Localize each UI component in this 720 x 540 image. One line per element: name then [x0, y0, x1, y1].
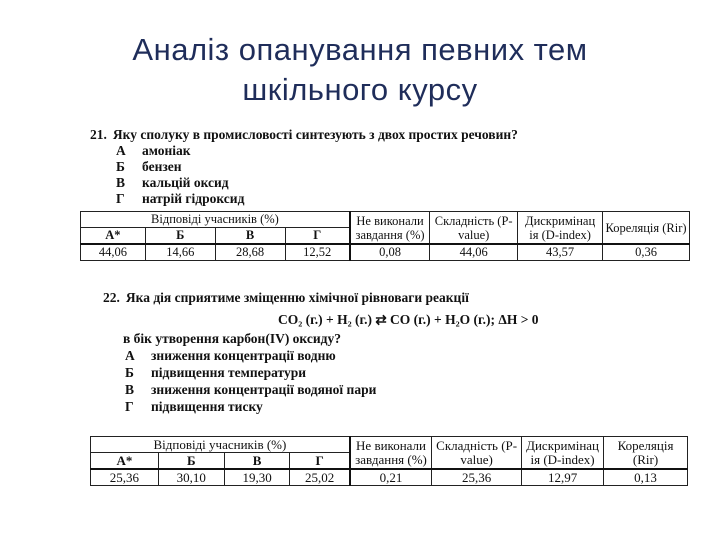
question-21: [90, 127, 518, 207]
slide-title: [0, 30, 720, 110]
option-d: [116, 191, 518, 207]
correlation-value: 0,13: [604, 469, 688, 486]
answer-value-b: 30,10: [158, 469, 224, 486]
option-letter: А: [125, 348, 135, 363]
option-text: зниження концентрації водню: [151, 348, 336, 363]
difficulty-value: 44,06: [430, 244, 518, 261]
question-text-continuation: в бік утворення карбон(IV) оксиду?: [123, 331, 341, 346]
options-list: [103, 347, 539, 415]
answer-value-d: 25,02: [290, 469, 350, 486]
option-text: зниження концентрації водяної пари: [151, 382, 377, 397]
question-21-line: [90, 127, 518, 143]
question-22-line: [103, 289, 539, 306]
answer-value-c: 28,68: [215, 244, 285, 261]
stats-table-22: [90, 436, 688, 486]
option-c: [125, 381, 539, 398]
question-22: [103, 289, 539, 415]
answer-value-c: 19,30: [224, 469, 290, 486]
option-letter: А: [116, 143, 126, 158]
difficulty-header: Складність (P-value): [430, 212, 518, 245]
question-number: 22.: [103, 290, 120, 305]
answer-label-a: А*: [81, 228, 146, 245]
answer-label-c: В: [215, 228, 285, 245]
answer-value-a: 25,36: [91, 469, 159, 486]
difficulty-header: Складність (P-value): [432, 437, 522, 470]
option-c: [116, 175, 518, 191]
option-d: [125, 398, 539, 415]
answer-label-c: В: [224, 453, 290, 470]
slide-title-line-1: Аналіз опанування певних тем: [132, 32, 588, 67]
question-text: Яку сполуку в промисловості синтезують з двох простих речовин?: [112, 127, 518, 142]
answer-label-d: Г: [290, 453, 350, 470]
discrimination-value: 43,57: [518, 244, 603, 261]
not-completed-value: 0,08: [350, 244, 430, 261]
option-a: [125, 347, 539, 364]
not-completed-value: 0,21: [350, 469, 432, 486]
option-letter: В: [116, 175, 126, 190]
answers-group-header: Відповіді учасників (%): [91, 437, 350, 453]
stats-table-21: [80, 211, 690, 261]
answer-value-a: 44,06: [81, 244, 146, 261]
answer-label-b: Б: [158, 453, 224, 470]
not-completed-header: Не виконали завдання (%): [350, 437, 432, 470]
option-b: [125, 364, 539, 381]
not-completed-header: Не виконали завдання (%): [350, 212, 430, 245]
discrimination-header: Дискримінац ія (D-index): [522, 437, 604, 470]
option-text: підвищення температури: [151, 365, 307, 380]
option-text: бензен: [142, 159, 182, 174]
answer-label-b: Б: [145, 228, 215, 245]
question-text: Яка дія сприятиме зміщенню хімічної рівноваги реакції: [125, 290, 469, 305]
answers-group-header: Відповіді учасників (%): [81, 212, 350, 228]
options-list: [90, 143, 518, 207]
option-letter: Б: [116, 159, 125, 174]
slide-title-line-2: шкільного курсу: [242, 72, 478, 107]
difficulty-value: 25,36: [432, 469, 522, 486]
option-letter: Б: [125, 365, 134, 380]
option-letter: Г: [125, 399, 134, 414]
option-letter: Г: [116, 191, 125, 206]
answer-value-d: 12,52: [285, 244, 350, 261]
answer-value-b: 14,66: [145, 244, 215, 261]
reaction-formula: CO₂ (г.) + H₂ (г.) ⇄ CO (г.) + H₂O (г.); ΔH > 0: [278, 312, 539, 327]
option-letter: В: [125, 382, 135, 397]
discrimination-value: 12,97: [522, 469, 604, 486]
option-b: [116, 159, 518, 175]
option-text: підвищення тиску: [151, 399, 263, 414]
answer-label-d: Г: [285, 228, 350, 245]
question-number: 21.: [90, 127, 107, 142]
option-text: амоніак: [142, 143, 191, 158]
correlation-value: 0,36: [603, 244, 690, 261]
option-text: кальцій оксид: [142, 175, 229, 190]
discrimination-header: Дискримінац ія (D-index): [518, 212, 603, 245]
option-a: [116, 143, 518, 159]
option-text: натрій гідроксид: [142, 191, 245, 206]
answer-label-a: А*: [91, 453, 159, 470]
correlation-header: Кореляція (Rir): [604, 437, 688, 470]
correlation-header: Кореляція (Rir): [603, 212, 690, 245]
